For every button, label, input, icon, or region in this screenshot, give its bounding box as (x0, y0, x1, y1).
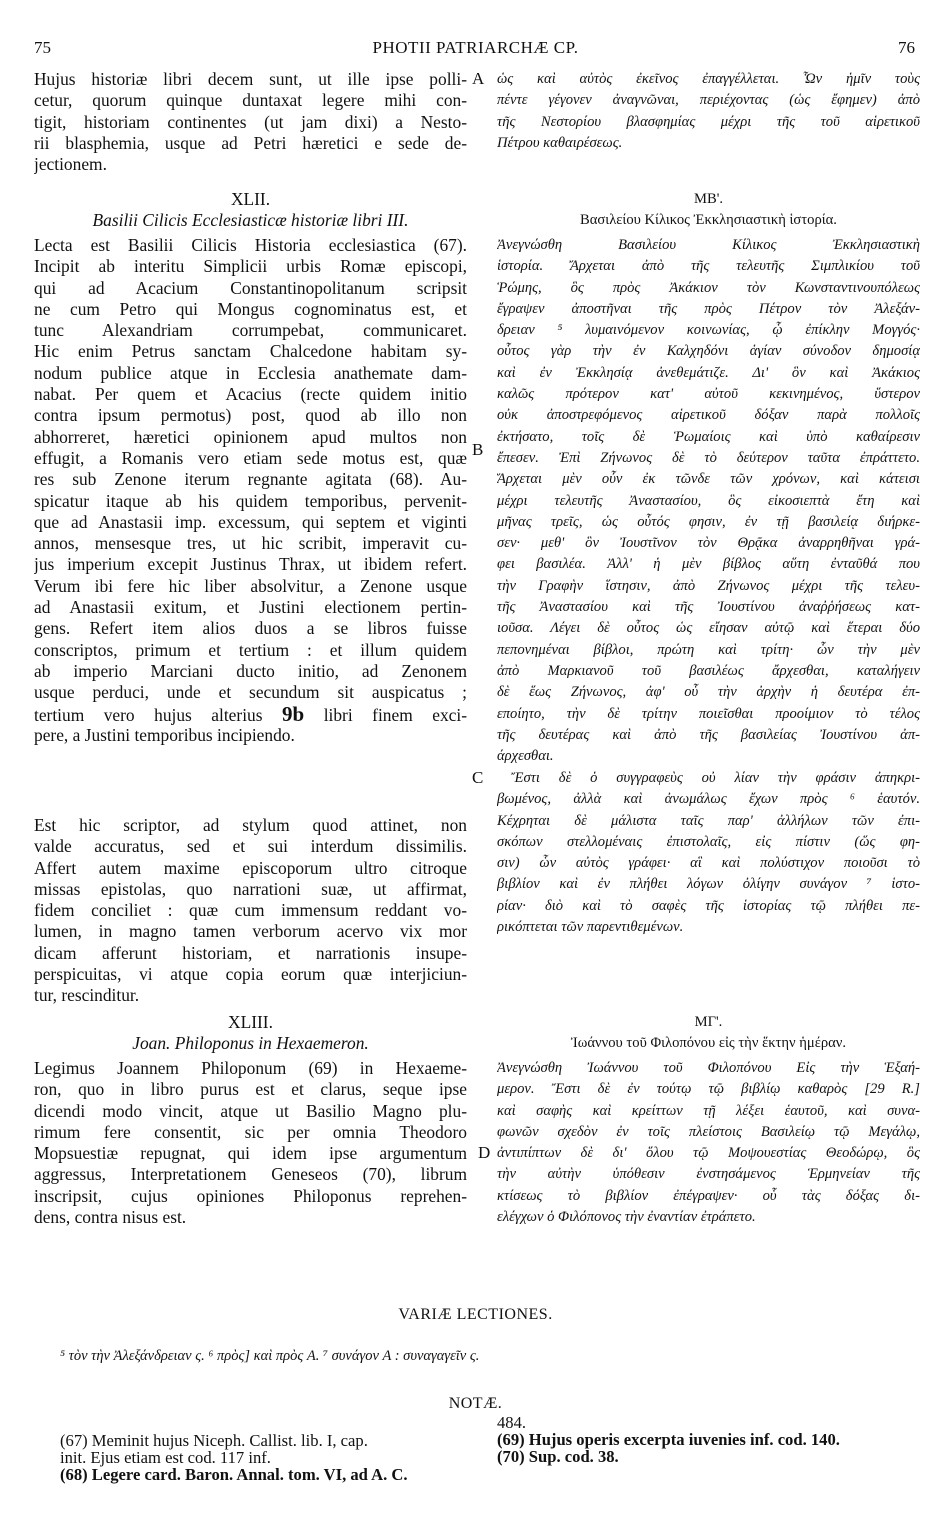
text-segment: libri finem exci- (323, 704, 467, 725)
page-number-right: 76 (898, 38, 915, 57)
text-line: perspicuitas, vi atque copia eorum quæ interjiciun- (34, 964, 467, 985)
note-line: (69) Hujus operis excerpta iuvenies inf. cod. 140. (497, 1430, 840, 1449)
text-line: usque perduci, unde et secundum sit auspicatus ; (34, 682, 467, 703)
text-line: οὐκ ἀποστρεφόμενος αἱρετικοῦ δόξαν παρὰ πολλοῖς (497, 407, 920, 424)
text-line: rii blasphemia, usque ad Petri hæretici e sede de- (34, 132, 467, 153)
text-line: dens, contra nisus est. (34, 1207, 187, 1228)
section-title: Joan. Philoponus in Hexaemeron. (132, 1033, 369, 1054)
latin-paragraph-3 (34, 815, 467, 1007)
text-line: πεπονημέναι βίβλοι, πρώτη καὶ τρίτη· ὧν τὴν μὲν (497, 641, 920, 658)
text-line: pere, a Justini temporibus incipiendo. (34, 724, 295, 745)
text-line: ἔγραψεν ἀποστῆναι τῆς πρὸς Πέτρον τὸν Ἀλεξάν- (497, 300, 920, 317)
margin-letter-a: A (472, 69, 485, 88)
text-line: Verum ibi fere hic liber absolvitur, a Zenone usque (34, 575, 467, 596)
text-line: Affert autem maxime episcoporum ultro citroque (34, 857, 467, 878)
text-line: Incipit ab interitu Simplicii urbis Romæ episcopi, (34, 256, 467, 277)
text-line: ἔπεσεν. Ἐπὶ Ζήνωνος δὲ τὸ δεύτερον ταῦτα ἐπράττετο. (497, 449, 920, 466)
text-line: φωνῶν σχεδὸν ἐν τοῖς πλείστοις Βασιλείῳ τῷ Μεγάλῳ, (497, 1123, 920, 1140)
page-number-left: 75 (34, 38, 51, 57)
latin-section-42-heading (34, 189, 467, 232)
text-line: qui ad Acacium Constantinopolitanum scripsit (34, 277, 467, 298)
note-line: 484. (497, 1413, 527, 1432)
text-line: εποίητο, τὴν δὲ τρίτην ποιεῖσθαι προοίμιον τὸ τέλος (497, 705, 920, 722)
text-line: ρικόπτεται τῶν παρεντιθεμένων. (497, 919, 684, 936)
variae-lectiones-text: ⁵ τὸν τὴν Ἀλεξάνδρειαν ς. ⁶ πρὸς] καὶ πρὸς A. ⁷ συνάγον A : συναγαγεῖν ς. (60, 1348, 480, 1364)
text-line: μερον. Ἔστι δὲ ἐν τούτῳ τῷ βιβλίῳ καθαρὸς [29 R.] (497, 1081, 920, 1098)
text-line: Ἀνεγνώσθη Ἰωάννου τοῦ Φιλοπόνου Εἰς τὴν Ἑξαή- (497, 1060, 920, 1076)
note-line: init. Ejus etiam est cod. 117 inf. (60, 1448, 271, 1467)
text-line: βιβλίον καὶ ἐν πλήθει λόγων ὀλίγην συνάγον ⁷ ἱστο- (497, 876, 920, 893)
text-line: rimum fere consentit, sic per omnia Theodoro (34, 1121, 467, 1142)
text-line: Ἔστι δὲ ὁ συγγραφεὺς οὐ λίαν τὴν φράσιν ἀπηκρι- (511, 770, 920, 786)
text-line: ρίαν· διὸ καὶ τὸ σαφὲς τῆς ἱστορίας τῷ πλήθει πε- (497, 897, 920, 914)
folio-marker: 9b (282, 703, 305, 725)
text-line: jectionem. (34, 154, 107, 175)
text-line: conscriptos, primum et tertium : et illum quidem (34, 639, 467, 660)
text-line: Mopsuestiæ repugnat, qui idem ipse argumentum (34, 1143, 467, 1164)
greek-paragraph-3 (497, 768, 920, 938)
text-line: τὴν αὐτὴν ὑπόθεσιν ἐνστησάμενος Ἑρμηνείαν τῆς (497, 1166, 920, 1183)
text-line: annos, mensesque tres, ut hic scribit, imperavit cu- (34, 533, 467, 554)
text-line: καὶ ἐν Ἐκκλησίᾳ ἀνεθεμάτιζε. Δι' ὃν καὶ Ἀκάκιος (497, 364, 920, 381)
text-line: ὡς καὶ αὐτὸς ἐκεῖνος ἐπαγγέλλεται. Ὧν ἡμῖν τοὺς (497, 71, 920, 87)
section-number: XLIII. (228, 1012, 273, 1032)
text-line: τῆς Ἀναστασίου καὶ τῆς Ἰουστίνου ἀναῤῥήσεως κατ- (497, 599, 920, 616)
margin-letter-b: B (472, 440, 484, 459)
text-line: οὗτος γὰρ τὴν ἐν Καλχηδόνι ἁγίαν σύνοδον δημοσίᾳ (497, 343, 920, 360)
text-line: que ad Anastasii imp. excessum, qui septem et viginti (34, 511, 467, 532)
note-line: (70) Sup. cod. 38. (497, 1447, 619, 1466)
text-line: Lecta est Basilii Cilicis Historia ecclesiastica (67). (34, 235, 467, 255)
text-line: contra ipsum permotus) post, quod ab illo non (34, 405, 467, 426)
text-line: Πέτρου καθαιρέσεως. (497, 134, 623, 151)
text-line: Hujus historiæ libri decem sunt, ut ille ipse polli- (34, 69, 467, 89)
text-line: jus imperium excepit Justinus Thrax, ut ibidem refert. (34, 554, 467, 575)
text-line: βωμένος, ἀλλὰ καὶ ἀνωμάλως ἔχων πρὸς ⁶ ἑαυτόν. (497, 791, 920, 808)
text-line: nodum publice atque in Ecclesia anathemate dam- (34, 362, 467, 383)
text-line: τῆς δευτέρας καὶ ἀπὸ τῆς βασιλείας Ἰουστίνου ἀπ- (497, 726, 920, 743)
text-line: ne cum Petro qui Mongus cognominatus est, et (34, 298, 467, 319)
text-line: tigit, historiam continentes (ut jam dixi) a Nesto- (34, 111, 467, 132)
note-line: (68) Legere card. Baron. Annal. tom. VI, ad A. C. (60, 1465, 408, 1484)
section-title: Basilii Cilicis Ecclesiasticæ historiæ libri III. (92, 210, 409, 231)
text-line: ad Anastasii exitum, et Justini electionem pertin- (34, 597, 467, 618)
text-line (34, 704, 467, 725)
text-line: σιν) ὧν αὐτὸς γράφει· αἳ καὶ πολύστιχον ποιοῦσι τὸ (497, 855, 920, 872)
text-line: abhorreret, hæretici opinionem apud multos non (34, 426, 467, 447)
running-header (0, 38, 951, 62)
notae-left (60, 1432, 408, 1483)
greek-paragraph-1 (497, 69, 920, 154)
text-line: ελέγχων ὁ Φιλόπονος τὴν ἐναντίαν ἐτράπετο. (497, 1209, 756, 1226)
text-line: ron, quo in libro purus est et clarus, seque ipse (34, 1079, 467, 1100)
latin-paragraph-4 (34, 1058, 467, 1228)
text-line: Est hic scriptor, ad stylum quod attinet, non (34, 815, 467, 835)
text-line: dicam afferunt historiam, et narrationis insupe- (34, 942, 467, 963)
greek-paragraph-2 (497, 235, 920, 767)
text-line: Κέχρηται δὲ μάλιστα ταῖς παρ' ἀλλήλων τῶν ἐπι- (497, 812, 920, 829)
text-line: nabat. Per quem et Acacius (recte quidem initio (34, 384, 467, 405)
section-number: ΜΒ'. (694, 191, 723, 207)
text-line: Ἄρχεται μὲν οὖν ἐκ τῶνδε τῶν χρόνων, καὶ κάτεισι (497, 471, 920, 488)
text-line: άρχεσθαι. (497, 748, 554, 765)
text-line: dicendi modo vincit, atque ut Basilio Magno plu- (34, 1100, 467, 1121)
running-title: PHOTII PATRIARCHÆ CP. (372, 38, 579, 57)
text-line: tur, rescinditur. (34, 985, 140, 1006)
section-title: Βασιλείου Κίλικος Ἐκκλησιαστικὴ ἱστορία. (580, 212, 837, 229)
text-line: ab imperio Marciani ducto initio, ad Zenonem (34, 660, 467, 681)
latin-section-43-heading (34, 1012, 467, 1055)
text-line: καὶ σαφὴς καὶ κρείττων τῇ λέξει ἑαυτοῦ, καὶ συνα- (497, 1102, 920, 1119)
margin-letter-c: C (472, 768, 484, 787)
greek-paragraph-4 (497, 1058, 920, 1228)
text-segment: tertium vero hujus alterius (34, 704, 263, 725)
section-title: Ἰωάννου τοῦ Φιλοπόνου εἰς τὴν ἕκτην ἡμέραν. (570, 1035, 847, 1052)
text-line: σκόπων στελλομέναις ἐπιστολαῖς, εἰς πίστιν (ὥς φη- (497, 833, 920, 850)
latin-paragraph-2 (34, 235, 467, 746)
section-number: XLII. (230, 189, 271, 209)
text-line: aggressus, Interpretationem Geneseos (70), librum (34, 1164, 467, 1185)
greek-section-42-heading (497, 189, 920, 232)
text-line: cetur, quorum quinque duntaxat legere mihi con- (34, 90, 467, 111)
text-line: κτίσεως τὸ βιβλίον ἐπέγραψεν· οὗ τὰς δόξας δι- (497, 1187, 920, 1204)
text-line: Ἀνεγνώσθη Βασιλείου Κίλικος Ἐκκλησιαστικὴ (497, 237, 920, 253)
latin-paragraph-1 (34, 69, 467, 175)
text-line: ιοῦσα. Λέγει δὲ οὗτος ὡς εἴησαν αὐτῷ καὶ ἕτεραι δύο (497, 620, 920, 637)
text-line: ἐκτήσατο, τοῖς δὲ Ῥωμαίοις καὶ ὑπὸ καθαίρεσιν (497, 428, 920, 445)
text-line: valde accuratus, sed et sui interdum dissimilis. (34, 836, 467, 857)
note-line: (67) Meminit hujus Niceph. Callist. lib. I, cap. (60, 1431, 368, 1450)
variae-lectiones-heading: VARIÆ LECTIONES. (398, 1306, 553, 1323)
text-line: fidem conciliet : quæ cum immensum reddant vo- (34, 900, 467, 921)
text-line: ἀντιπίπτων δὲ δι' ὅλου τῷ Μοψουεστίας Θεοδώρῳ, ὃς (497, 1145, 920, 1162)
text-line: gens. Refert item alios duos a se libros fuisse (34, 618, 467, 639)
text-line: spicatur itaque ab his quidem temporibus, pervenit- (34, 490, 467, 511)
section-number: ΜΓ'. (694, 1014, 723, 1030)
margin-letter-d: D (478, 1143, 491, 1162)
text-line: res sub Zenone iterum regnante agitata (68). Au- (34, 469, 467, 490)
text-line: φει βασιλέα. Ἀλλ' ἡ μὲν βίβλος αὕτη ἐνταῦθά που (497, 556, 920, 573)
text-line: Legimus Joannem Philoponum (69) in Hexaeme- (34, 1058, 467, 1078)
text-line: μῆνας τρεῖς, ὡς οὗτός φησιν, ἐν τῇ βασιλείᾳ διήρκε- (497, 513, 920, 530)
notae-heading: NOTÆ. (448, 1395, 503, 1412)
text-line: τὴν Γραφὴν ἵστησιν, ἀπὸ Ζήνωνος μέχρι τῆς τελευ- (497, 577, 920, 594)
text-line: πέντε γέγονεν ἀναγνῶναι, περιέχοντας (ὡς ἔφημεν) ἀπὸ (497, 92, 920, 109)
text-line: ἀπὸ Μαρκιανοῦ τοῦ βασιλέως ἄρχεσθαι, καταλήγειν (497, 662, 920, 679)
text-line: inscripsit, cujus opiniones Philoponus reprehen- (34, 1185, 467, 1206)
text-line: σεν· μεθ' ὃν Ἰουστῖνον τὸν Θρᾷκα ἀναρρηθῆναι γρά- (497, 535, 920, 552)
text-line: καλῶς πρότερον κατ' αὐτοῦ κεκινημένος, ὕστερον (497, 386, 920, 403)
text-line: μέχρι τελευτῆς Ἀναστασίου, ὃς εἰκοσιεπτὰ ἔτη καὶ (497, 492, 920, 509)
text-line: lumen, in magno tamen verborum acervo vix mor (34, 921, 467, 942)
text-line: δρειαν ⁵ λυμαινόμενον κοινωνίας, ᾧ ἐπίκλην Μογγός· (497, 322, 920, 339)
greek-section-43-heading (497, 1012, 920, 1055)
text-line: ἱστορία. Ἄρχεται ἀπὸ τῆς τελευτῆς Σιμπλικίου τοῦ (497, 258, 920, 275)
text-line: tunc Alexandriam corrumpebat, communicaret. (34, 320, 467, 341)
text-line: Hic enim Petrus sanctam Chalcedone habitam sy- (34, 341, 467, 362)
text-line: Ῥώμης, ὃς πρὸς Ἀκάκιον τὸν Κωνσταντινουπόλεως (497, 279, 920, 296)
text-line: missas epistolas, quo narrationi suæ, ut affirmat, (34, 878, 467, 899)
notae-right (497, 1414, 840, 1465)
text-line: effugit, a Romanis vero etiam sede motus est, quæ (34, 447, 467, 468)
text-line: δὲ ἕως Ζήνωνος, ἀφ' οὗ τὴν ἀρχὴν ἡ δευτέρα ἐπ- (497, 684, 920, 701)
text-line: τῆς Νεστορίου βλασφημίας μέχρι τῆς τοῦ αἱρετικοῦ (497, 113, 920, 130)
